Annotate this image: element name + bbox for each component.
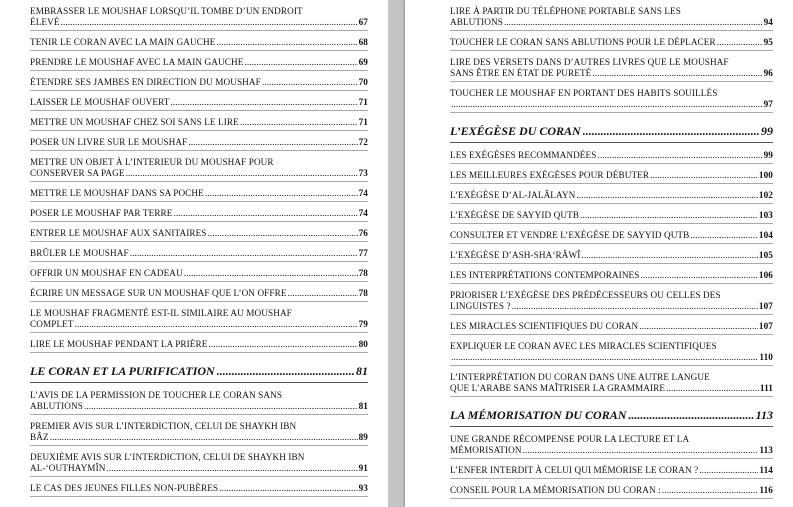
entry-page-number: 78 xyxy=(358,268,368,278)
toc-section-heading[interactable] xyxy=(450,408,773,427)
toc-entry[interactable] xyxy=(30,247,368,262)
entry-title: ÉCRIRE UN MESSAGE SUR UN MOUSHAF QUE L’ON OFFRE xyxy=(30,288,287,298)
dot-leader xyxy=(50,432,358,443)
section-page-number: 113 xyxy=(755,408,773,422)
entry-title: ÉTENDRE SES JAMBES EN DIRECTION DU MOUSHAF xyxy=(30,77,261,87)
entry-title: LIRE À PARTIR DU TÉLÉPHONE PORTABLE SANS LES xyxy=(450,6,681,16)
entry-title-continued: CONSERVER SA PAGE xyxy=(30,168,125,178)
toc-page-left xyxy=(0,0,388,507)
dot-leader xyxy=(628,408,753,423)
entry-title: METTRE UN OBJET À L’INTERIEUR DU MOUSHAF POUR xyxy=(30,157,274,167)
entry-title: CONSULTER ET VENDRE L’EXÉGÈSE DE SAYYID QUTB xyxy=(450,230,690,240)
entry-page-number: 107 xyxy=(758,301,773,311)
entry-page-number: 79 xyxy=(358,319,368,329)
entry-page-number: 93 xyxy=(358,483,368,493)
toc-entry[interactable] xyxy=(30,136,368,151)
entry-page-number: 73 xyxy=(358,168,368,178)
toc-entry[interactable] xyxy=(450,464,773,479)
entry-title: LIRE DES VERSETS DANS D’AUTRES LIVRES QUE LE MOUSHAF xyxy=(450,57,729,67)
dot-leader xyxy=(451,99,763,110)
toc-page-right xyxy=(405,0,793,507)
entry-page-number: 78 xyxy=(358,288,368,298)
dot-leader xyxy=(240,117,358,128)
entry-title: L’AVIS DE LA PERMISSION DE TOUCHER LE CORAN SANS xyxy=(30,390,283,400)
toc-entry[interactable] xyxy=(30,76,368,91)
dot-leader xyxy=(75,319,358,330)
entry-page-number: 94 xyxy=(763,17,773,27)
dot-leader xyxy=(650,170,758,181)
toc-entry-list xyxy=(30,389,368,497)
entry-page-number: 89 xyxy=(358,432,368,442)
toc-entry[interactable] xyxy=(450,249,773,264)
entry-page-number: 95 xyxy=(763,37,773,47)
entry-title: L’EXÉGÈSE D’AL-JALÂLAYN xyxy=(450,190,576,200)
entry-title-continued: QUE L’ARABE SANS MAÎTRISER LA GRAMMAIRE xyxy=(450,383,666,393)
dot-leader xyxy=(662,485,759,496)
dot-leader xyxy=(288,288,358,299)
entry-title: ENTRER LE MOUSHAF AUX SANITAIRES xyxy=(30,228,207,238)
entry-title: LE MOUSHAF FRAGMENTÉ EST-IL SIMILAIRE AU MOUSHAF xyxy=(30,308,292,318)
entry-title: LAISSER LE MOUSHAF OUVERT xyxy=(30,97,170,107)
section-title: LA MÉMORISATION DU CORAN xyxy=(450,408,627,422)
toc-entry[interactable] xyxy=(450,209,773,224)
dot-leader xyxy=(717,37,763,48)
entry-title: L’EXÉGÈSE DE SAYYID QUTB xyxy=(450,210,580,220)
entry-title: EXPLIQUER LE CORAN AVEC LES MIRACLES SCIENTIFIQUES xyxy=(450,341,717,351)
toc-entry[interactable] xyxy=(450,340,773,366)
section-title: LE CORAN ET LA PURIFICATION xyxy=(30,364,215,378)
dot-leader xyxy=(208,339,357,350)
entry-title: L’ENFER INTERDIT À CELUI QUI MÉMORISE LE CORAN ? xyxy=(450,465,699,475)
entry-title: POSER UN LIVRE SUR LE MOUSHAF xyxy=(30,137,188,147)
toc-entry[interactable] xyxy=(30,116,368,131)
toc-section-heading[interactable] xyxy=(30,364,368,383)
dot-leader xyxy=(84,401,358,412)
toc-entry[interactable] xyxy=(450,229,773,244)
entry-title: LES EXÉGÈSES RECOMMANDÉES xyxy=(450,150,597,160)
dot-leader xyxy=(504,17,763,28)
entry-page-number: 74 xyxy=(358,208,368,218)
dot-leader xyxy=(523,445,759,456)
entry-page-number: 100 xyxy=(758,170,773,180)
entry-page-number: 69 xyxy=(358,57,368,67)
entry-title: TENIR LE CORAN AVEC LA MAIN GAUCHE xyxy=(30,37,216,47)
entry-page-number: 103 xyxy=(758,210,773,220)
toc-entry[interactable] xyxy=(30,307,368,333)
dot-leader xyxy=(219,483,357,494)
toc-entry[interactable] xyxy=(30,267,368,282)
entry-title: POSER LE MOUSHAF PAR TERRE xyxy=(30,208,173,218)
toc-entry[interactable] xyxy=(30,36,368,51)
toc-entry[interactable] xyxy=(30,207,368,222)
entry-page-number: 113 xyxy=(759,445,773,455)
entry-page-number: 99 xyxy=(763,150,773,160)
entry-page-number: 91 xyxy=(358,463,368,473)
entry-page-number: 71 xyxy=(358,117,368,127)
entry-title-continued: ABLUTIONS xyxy=(450,17,503,27)
toc-entry[interactable] xyxy=(30,338,368,353)
entry-title: LES INTERPRÉTATIONS CONTEMPORAINES xyxy=(450,270,640,280)
section-page-number: 81 xyxy=(356,364,368,378)
toc-entry[interactable] xyxy=(450,189,773,204)
entry-page-number: 107 xyxy=(758,321,773,331)
entry-title: CONSEIL POUR LA MÉMORISATION DU CORAN : xyxy=(450,485,661,495)
toc-entry[interactable] xyxy=(30,420,368,446)
dot-leader xyxy=(666,383,759,394)
toc-entry[interactable] xyxy=(30,96,368,111)
dot-leader xyxy=(106,463,357,474)
entry-title: L’EXÉGÈSE D’ASH-SHA‘RÂWÎ xyxy=(450,250,581,260)
entry-page-number: 97 xyxy=(763,99,773,109)
toc-entry[interactable] xyxy=(30,287,368,302)
toc-entry[interactable] xyxy=(30,5,368,31)
entry-page-number: 116 xyxy=(759,485,773,495)
dot-leader xyxy=(576,190,758,201)
section-page-number: 99 xyxy=(761,124,773,138)
entry-title: OFFRIR UN MOUSHAF EN CADEAU xyxy=(30,268,183,278)
entry-page-number: 81 xyxy=(358,401,368,411)
dot-leader xyxy=(451,352,758,363)
entry-page-number: 67 xyxy=(358,17,368,27)
dot-leader xyxy=(217,364,354,379)
entry-page-number: 96 xyxy=(763,68,773,78)
toc-entry[interactable] xyxy=(30,227,368,242)
entry-title-continued: COMPLET xyxy=(30,319,74,329)
dot-leader xyxy=(171,97,358,108)
dot-leader xyxy=(184,268,358,279)
dot-leader xyxy=(126,168,358,179)
entry-page-number: 72 xyxy=(358,137,368,147)
toc-entry[interactable] xyxy=(450,484,773,499)
dot-leader xyxy=(244,57,357,68)
toc-entry[interactable] xyxy=(30,389,368,415)
toc-entry[interactable] xyxy=(450,371,773,397)
entry-title-continued: ABLUTIONS xyxy=(30,401,83,411)
entry-title: LES MIRACLES SCIENTIFIQUES DU CORAN xyxy=(450,321,639,331)
toc-entry[interactable] xyxy=(30,156,368,182)
toc-entry[interactable] xyxy=(450,320,773,335)
dot-leader xyxy=(597,150,762,161)
dot-leader xyxy=(640,270,757,281)
dot-leader xyxy=(205,188,358,199)
entry-title: PRIORISER L’EXÉGÈSE DES PRÉDÉCESSEURS OU CELLES DES xyxy=(450,290,721,300)
entry-title-continued: MÉMORISATION xyxy=(450,445,522,455)
entry-title-continued: LINGUISTES ? xyxy=(450,301,511,311)
entry-page-number: 77 xyxy=(358,248,368,258)
entry-page-number: 102 xyxy=(758,190,773,200)
dot-leader xyxy=(512,301,758,312)
dot-leader xyxy=(174,208,358,219)
toc-entry[interactable] xyxy=(450,169,773,184)
entry-title: BRÛLER LE MOUSHAF xyxy=(30,248,129,258)
toc-entry[interactable] xyxy=(30,482,368,497)
entry-title: PREMIER AVIS SUR L’INTERDICTION, CELUI DE SHAYKH IBN xyxy=(30,421,297,431)
entry-page-number: 114 xyxy=(759,465,773,475)
dot-leader xyxy=(188,137,357,148)
dot-leader xyxy=(699,465,758,476)
toc-entry-list xyxy=(450,433,773,499)
entry-title-continued: AL-‘OUTHAYMÎN xyxy=(30,463,106,473)
toc-entry[interactable] xyxy=(450,87,773,113)
entry-title: LES MEILLEURES EXÉGÈSES POUR DÉBUTER xyxy=(450,170,650,180)
entry-page-number: 68 xyxy=(358,37,368,47)
toc-entry[interactable] xyxy=(450,433,773,459)
toc-entry-list xyxy=(30,5,368,353)
entry-page-number: 105 xyxy=(758,250,773,260)
dot-leader xyxy=(581,250,757,261)
toc-entry[interactable] xyxy=(30,187,368,202)
entry-title-continued: SANS ÊTRE EN ÉTAT DE PURETÉ xyxy=(450,68,592,78)
toc-entry-list xyxy=(450,149,773,397)
entry-page-number: 70 xyxy=(358,77,368,87)
toc-section-heading[interactable] xyxy=(450,124,773,143)
dot-leader xyxy=(61,17,358,28)
entry-title: TOUCHER LE CORAN SANS ABLUTIONS POUR LE DÉPLACER xyxy=(450,37,716,47)
entry-page-number: 111 xyxy=(759,383,773,393)
dot-leader xyxy=(262,77,358,88)
entry-title: METTRE LE MOUSHAF DANS SA POCHE xyxy=(30,188,204,198)
dot-leader xyxy=(208,228,358,239)
entry-title: UNE GRANDE RÉCOMPENSE POUR LA LECTURE ET LA xyxy=(450,434,690,444)
dot-leader xyxy=(639,321,758,332)
toc-entry[interactable] xyxy=(450,289,773,315)
toc-entry[interactable] xyxy=(450,149,773,164)
toc-entry[interactable] xyxy=(30,56,368,71)
toc-entry[interactable] xyxy=(450,5,773,31)
entry-title: METTRE UN MOUSHAF CHEZ SOI SANS LE LIRE xyxy=(30,117,239,127)
entry-title: EMBRASSER LE MOUSHAF LORSQU’IL TOMBE D’UN ENDROIT xyxy=(30,6,303,16)
entry-page-number: 104 xyxy=(758,230,773,240)
dot-leader xyxy=(216,37,357,48)
section-title: L’EXÉGÈSE DU CORAN xyxy=(450,124,581,138)
dot-leader xyxy=(130,248,358,259)
entry-page-number: 76 xyxy=(358,228,368,238)
entry-page-number: 110 xyxy=(759,352,773,362)
dot-leader xyxy=(580,210,758,221)
toc-entry[interactable] xyxy=(30,451,368,477)
entry-page-number: 80 xyxy=(358,339,368,349)
page-gutter xyxy=(388,0,405,507)
toc-entry-list xyxy=(450,5,773,113)
dot-leader xyxy=(583,124,759,139)
entry-page-number: 74 xyxy=(358,188,368,198)
toc-entry[interactable] xyxy=(450,36,773,51)
entry-title-continued: ÉLEVÉ xyxy=(30,17,60,27)
entry-title: TOUCHER LE MOUSHAF EN PORTANT DES HABITS SOUILLÉS xyxy=(450,88,718,98)
entry-title: L’INTERPRÉTATION DU CORAN DANS UNE AUTRE LANGUE xyxy=(450,372,710,382)
dot-leader xyxy=(690,230,758,241)
dot-leader xyxy=(592,68,762,79)
entry-page-number: 106 xyxy=(758,270,773,280)
toc-entry[interactable] xyxy=(450,269,773,284)
entry-title-continued: BÂZ xyxy=(30,432,49,442)
entry-title: LIRE LE MOUSHAF PENDANT LA PRIÈRE xyxy=(30,339,208,349)
entry-title: LE CAS DES JEUNES FILLES NON-PUBÈRES xyxy=(30,483,219,493)
entry-title: PRENDRE LE MOUSHAF AVEC LA MAIN GAUCHE xyxy=(30,57,244,67)
entry-page-number: 71 xyxy=(358,97,368,107)
entry-title: DEUXIÈME AVIS SUR L’INTERDICTION, CELUI DE SHAYKH IBN xyxy=(30,452,305,462)
toc-entry[interactable] xyxy=(450,56,773,82)
